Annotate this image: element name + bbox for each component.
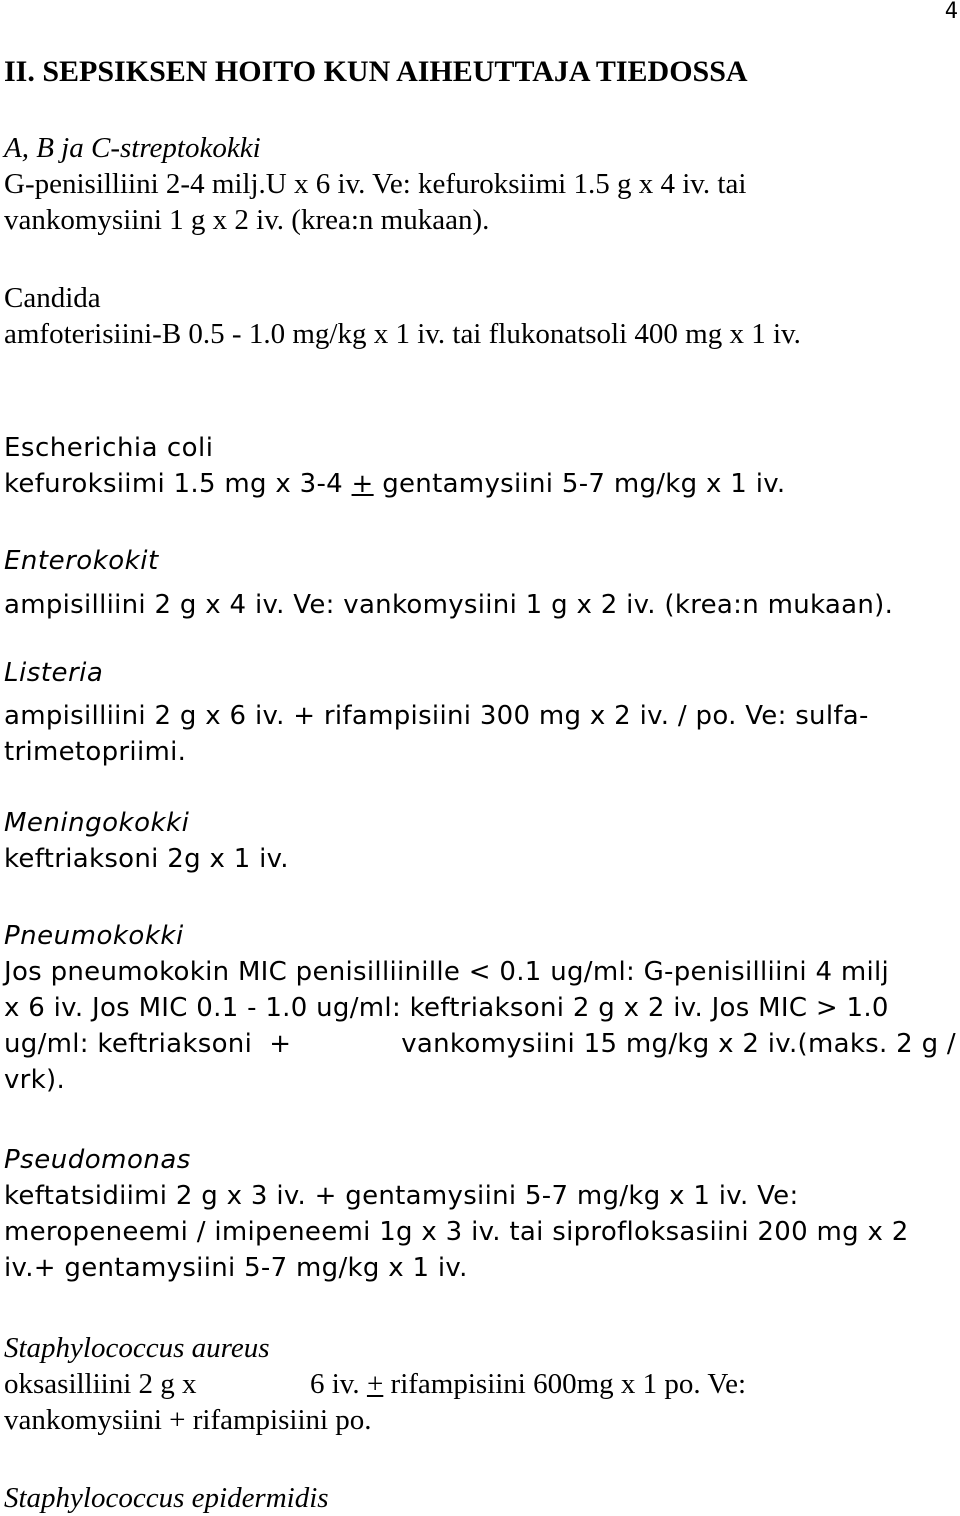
treatment-line: trimetopriimi. bbox=[4, 737, 187, 767]
treatment-line: vankomysiini 1 g x 2 iv. (krea:n mukaan). bbox=[4, 204, 490, 236]
section-title: Listeria bbox=[4, 658, 104, 688]
treatment-line: keftriaksoni 2g x 1 iv. bbox=[4, 844, 289, 874]
treatment-line: x 6 iv. Jos MIC 0.1 - 1.0 ug/ml: keftriaksoni 2 g x 2 iv. Jos MIC > 1.0 bbox=[4, 993, 889, 1023]
treatment-text: vankomysiini 15 mg/kg x 2 iv.(maks. 2 g / bbox=[401, 1029, 956, 1059]
plus-minus-sign: + bbox=[351, 469, 374, 499]
treatment-text: ug/ml: keftriaksoni + bbox=[4, 1029, 292, 1059]
section-escherichia-coli bbox=[4, 430, 956, 502]
plus-minus-sign: + bbox=[366, 1368, 384, 1400]
treatment-line: Jos pneumokokin MIC penisilliinille < 0.1 ug/ml: G-penisilliini 4 milj bbox=[4, 957, 890, 987]
section-staphylococcus-epidermidis bbox=[4, 1480, 956, 1516]
treatment-line: G-penisilliini 2-4 milj.U x 6 iv. Ve: kefuroksiimi 1.5 g x 4 iv. tai bbox=[4, 168, 747, 200]
treatment-line bbox=[4, 1026, 956, 1062]
treatment-text: kefuroksiimi 1.5 mg x 3-4 bbox=[4, 469, 352, 499]
section-title: Staphylococcus aureus bbox=[4, 1332, 270, 1364]
section-title: Escherichia coli bbox=[4, 433, 214, 463]
treatment-line bbox=[4, 1366, 956, 1402]
treatment-text: rifampisiini 600mg x 1 po. Ve: bbox=[383, 1368, 747, 1400]
treatment-line: meropeneemi / imipeneemi 1g x 3 iv. tai siprofloksasiini 200 mg x 2 bbox=[4, 1217, 909, 1247]
section-title: Staphylococcus epidermidis bbox=[4, 1482, 329, 1514]
treatment-line: keftatsidiimi 2 g x 3 iv. + gentamysiini 5-7 mg/kg x 1 iv. Ve: bbox=[4, 1181, 799, 1211]
section-listeria bbox=[4, 655, 956, 770]
treatment-line bbox=[4, 466, 956, 502]
treatment-line: vrk). bbox=[4, 1065, 66, 1095]
section-meningokokki bbox=[4, 805, 956, 877]
treatment-line: vankomysiini + rifampisiini po. bbox=[4, 1404, 372, 1436]
section-staphylococcus-aureus bbox=[4, 1330, 956, 1438]
section-title: Enterokokit bbox=[4, 546, 159, 576]
treatment-line: amfoterisiini-B 0.5 - 1.0 mg/kg x 1 iv. tai flukonatsoli 400 mg x 1 iv. bbox=[4, 318, 801, 350]
section-title: Pseudomonas bbox=[4, 1145, 191, 1175]
section-title: Candida bbox=[4, 282, 101, 314]
section-pneumokokki bbox=[4, 918, 956, 1098]
section-streptokokki bbox=[4, 130, 956, 238]
treatment-text: 6 iv. bbox=[310, 1368, 367, 1400]
section-candida bbox=[4, 280, 956, 352]
section-title: Meningokokki bbox=[4, 808, 190, 838]
section-heading: II. SEPSIKSEN HOITO KUN AIHEUTTAJA TIEDOSSA bbox=[4, 55, 748, 88]
section-title: A, B ja C-streptokokki bbox=[4, 132, 261, 164]
treatment-line: ampisilliini 2 g x 4 iv. Ve: vankomysiini 1 g x 2 iv. (krea:n mukaan). bbox=[4, 590, 894, 620]
section-enterokokit bbox=[4, 543, 956, 623]
treatment-text: oksasilliini 2 g x bbox=[4, 1368, 197, 1400]
treatment-text: gentamysiini 5-7 mg/kg x 1 iv. bbox=[373, 469, 786, 499]
treatment-line: ampisilliini 2 g x 6 iv. + rifampisiini 300 mg x 2 iv. / po. Ve: sulfa- bbox=[4, 701, 869, 731]
section-title: Pneumokokki bbox=[4, 921, 184, 951]
section-pseudomonas bbox=[4, 1142, 956, 1286]
treatment-line: iv.+ gentamysiini 5-7 mg/kg x 1 iv. bbox=[4, 1253, 468, 1283]
page-number: 4 bbox=[944, 0, 958, 24]
